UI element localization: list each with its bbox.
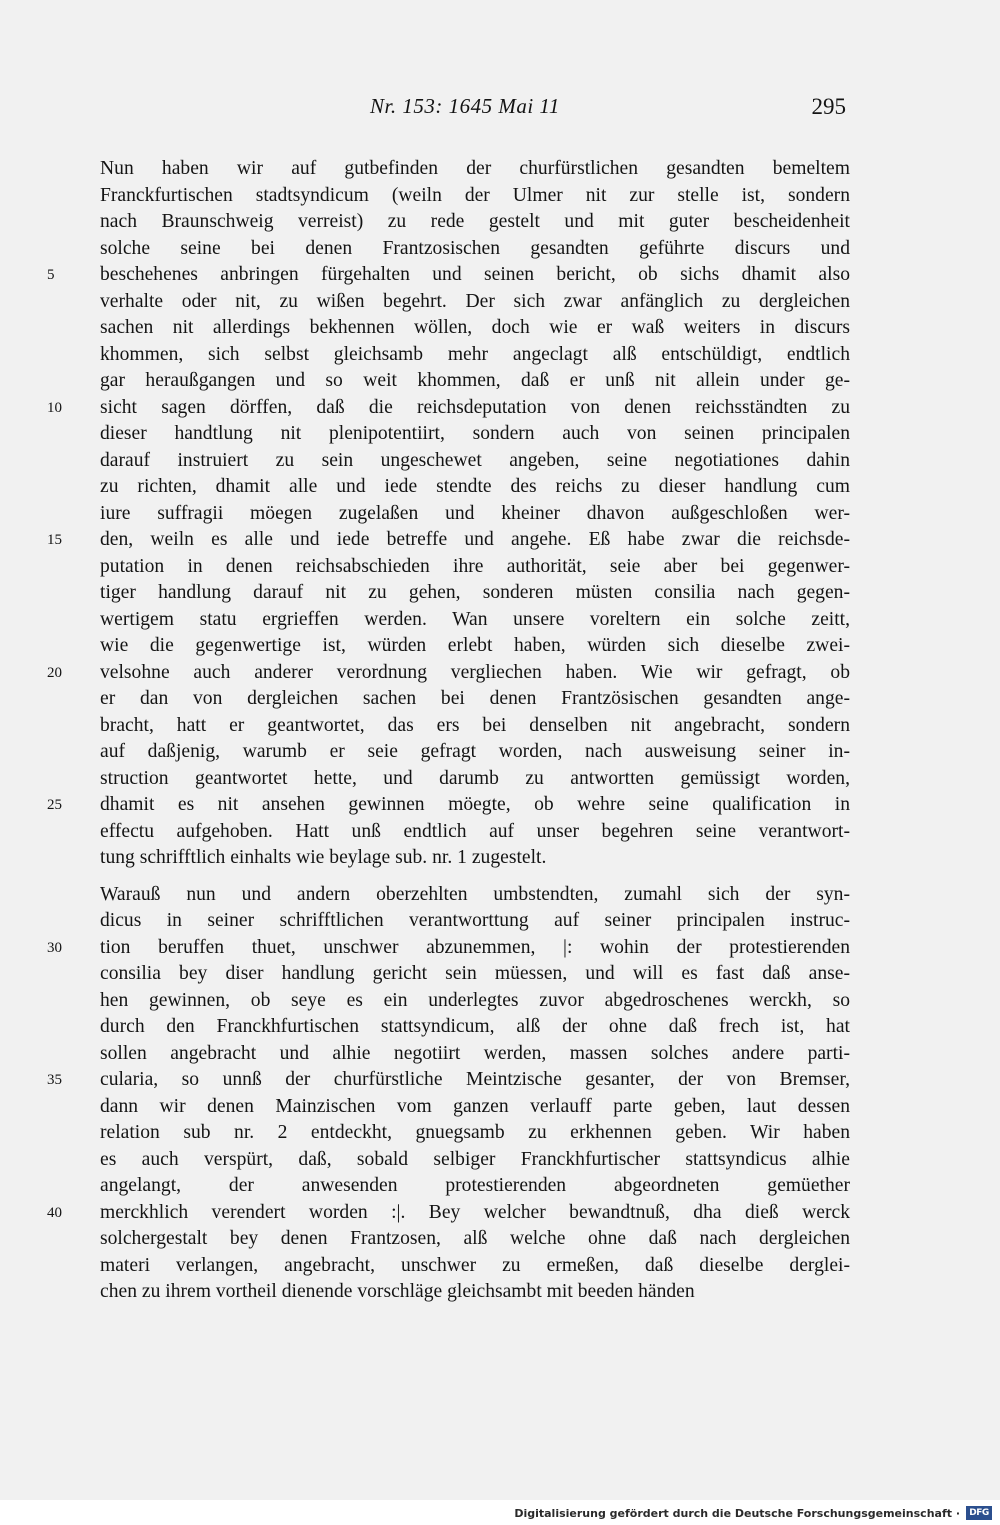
line-text: er dan von dergleichen sachen bei denen Frantzösischen gesandten ange-	[100, 688, 850, 709]
text-line	[100, 961, 850, 988]
line-number: 25	[47, 797, 62, 813]
line-number: 30	[47, 939, 62, 956]
text-line	[100, 607, 850, 634]
text-line	[100, 1014, 850, 1041]
text-line	[100, 988, 850, 1015]
line-text: Warauß nun und andern oberzehlten umbstendten, zumahl sich der syn-	[100, 883, 850, 905]
text-line	[100, 739, 850, 766]
line-text: khommen, sich selbst gleichsamb mehr angeclagt alß entschüldigt, endtlich	[100, 343, 850, 365]
line-text: bracht, hatt er geantwortet, das ers bei denselben nit angebracht, sondern	[100, 714, 850, 736]
line-text: solche seine bei denen Frantzosischen gesandten geführte discurs und	[100, 237, 850, 259]
line-text: dann wir denen Mainzischen vom ganzen verlauff parte geben, laut dessen	[100, 1095, 850, 1117]
line-text: Nun haben wir auf gutbefinden der churfürstlichen gesandten bemeltem	[100, 158, 850, 179]
line-text: solchergestalt bey denen Frantzosen, alß welche ohne daß nach dergleichen	[100, 1228, 850, 1249]
line-text: verhalte oder nit, zu wißen begehrt. Der sich zwar anfänglich zu dergleichen	[100, 290, 850, 312]
body-text	[47, 156, 850, 1306]
paragraph	[47, 882, 850, 1306]
line-text: es auch verspürt, daß, sobald selbiger Franckhfurtischer stattsyndicus alhie	[100, 1148, 850, 1170]
text-line	[100, 766, 850, 793]
text-line	[100, 289, 850, 316]
line-text: angelangt, der anwesenden protestierenden abgeordneten gemüether	[100, 1175, 850, 1196]
text-line	[100, 236, 850, 263]
text-line	[100, 315, 850, 342]
line-text: nach Braunschweig verreist) zu rede gestelt und mit guter bescheidenheit	[100, 211, 850, 232]
text-line	[47, 395, 850, 422]
text-line	[100, 819, 850, 846]
line-number: 10	[47, 399, 62, 416]
text-line	[100, 713, 850, 740]
text-line	[100, 1147, 850, 1174]
text-line	[100, 474, 850, 501]
line-text: zu richten, dhamit alle und iede stendte des reichs zu dieser handlung cum	[100, 476, 850, 497]
line-text: consilia bey diser handlung gericht sein müessen, und will es fast daß anse-	[100, 963, 850, 984]
text-line	[100, 1120, 850, 1147]
line-text: den, weiln es alle und iede betreffe und angehe. Eß habe zwar die reichsde-	[100, 529, 850, 550]
line-text: cularia, so unnß der churfürstliche Meintzische gesanter, der von Bremser,	[100, 1069, 850, 1090]
line-text: materi verlangen, angebracht, unschwer zu ermeßen, daß dieselbe derglei-	[100, 1254, 850, 1276]
text-line	[100, 183, 850, 210]
line-text: dieser handtlung nit plenipotentiirt, sondern auch von seinen principalen	[100, 423, 850, 444]
text-line	[100, 554, 850, 581]
line-text: wie die gegenwertige ist, würden erlebt haben, würden sich dieselbe zwei-	[100, 635, 850, 656]
text-line	[100, 1041, 850, 1068]
line-text: beschehenes anbringen fürgehalten und seinen bericht, ob sichs dhamit also	[100, 264, 850, 285]
line-text: tiger handlung darauf nit zu gehen, sonderen müsten consilia nach gegen-	[100, 582, 850, 603]
text-line	[100, 421, 850, 448]
text-line	[100, 209, 850, 236]
line-text: dicus in seiner schrifftlichen verantworttung auf seiner principalen instruc-	[100, 910, 850, 931]
line-text: gar heraußgangen und so weit khommen, daß er unß nit allein under ge-	[100, 370, 850, 391]
line-text: hen gewinnen, ob seye es ein underlegtes zuvor abgedroschenes werckh, so	[100, 989, 850, 1011]
text-line	[47, 1067, 850, 1094]
line-text: velsohne auch anderer verordnung vergliechen haben. Wie wir gefragt, ob	[100, 661, 850, 683]
running-head: Nr. 153: 1645 Mai 11	[370, 94, 560, 118]
dfg-logo-icon: DFG	[966, 1506, 992, 1520]
text-line	[100, 633, 850, 660]
text-line	[100, 1279, 850, 1306]
line-text: sachen nit allerdings bekhennen wöllen, doch wie er waß weiters in discurs	[100, 317, 850, 338]
line-number: 35	[47, 1072, 62, 1088]
text-line	[100, 1253, 850, 1280]
text-line	[100, 501, 850, 528]
line-text: sollen angebracht und alhie negotiirt werden, massen solches andere parti-	[100, 1042, 850, 1064]
line-text: relation sub nr. 2 entdeckht, gnuegsamb zu erkhennen geben. Wir haben	[100, 1122, 850, 1143]
line-number: 20	[47, 664, 62, 681]
text-line	[100, 845, 850, 872]
line-text: dhamit es nit ansehen gewinnen möegte, ob wehre seine qualification in	[100, 794, 850, 815]
text-line	[100, 580, 850, 607]
line-text: putation in denen reichsabschieden ihre authorität, seie aber bei gegenwer-	[100, 555, 850, 577]
text-line	[100, 448, 850, 475]
line-text: Franckfurtischen stadtsyndicum (weiln der Ulmer nit zur stelle ist, sondern	[100, 184, 850, 206]
paragraph	[47, 156, 850, 872]
text-line	[100, 1094, 850, 1121]
line-text: wertigem statu ergrieffen werden. Wan unsere voreltern ein solche zeitt,	[100, 608, 850, 630]
line-text: durch den Franckhfurtischen stattsyndicum, alß der ohne daß frech ist, hat	[100, 1016, 850, 1037]
text-line	[100, 1226, 850, 1253]
line-number: 15	[47, 532, 62, 548]
text-line	[47, 660, 850, 687]
text-line	[47, 792, 850, 819]
line-text: struction geantwortet hette, und darumb zu antwortten gemüssigt worden,	[100, 767, 850, 789]
text-line	[47, 1200, 850, 1227]
line-text: effectu aufgehoben. Hatt unß endtlich auf unser begehren seine verantwort-	[100, 820, 850, 842]
line-number: 5	[47, 267, 55, 283]
text-line	[100, 368, 850, 395]
line-text: tung schrifftlich einhalts wie beylage sub. nr. 1 zugestelt.	[100, 847, 547, 868]
text-line	[100, 882, 850, 909]
line-number: 40	[47, 1204, 62, 1221]
line-text: merckhlich verendert worden :|. Bey welcher bewandtnuß, dha dieß werck	[100, 1201, 850, 1223]
text-line	[100, 342, 850, 369]
line-text: iure suffragii möegen zugelaßen und kheiner dhavon außgeschloßen wer-	[100, 502, 850, 524]
line-text: darauf instruiert zu sein ungeschewet angeben, seine negotiationes dahin	[100, 449, 850, 471]
text-line	[100, 156, 850, 183]
text-line	[47, 527, 850, 554]
text-line	[100, 908, 850, 935]
line-text: chen zu ihrem vortheil dienende vorschläge gleichsambt mit beeden händen	[100, 1281, 695, 1302]
footer-band	[0, 1500, 1000, 1525]
line-text: sicht sagen dörffen, daß die reichsdeputation von denen reichsständten zu	[100, 396, 850, 418]
page-number: 295	[811, 94, 846, 119]
funding-credit: Digitalisierung gefördert durch die Deutsche Forschungsgemeinschaft ·	[514, 1507, 960, 1520]
text-line	[47, 262, 850, 289]
line-text: tion beruffen thuet, unschwer abzunemmen, |: wohin der protestierenden	[100, 936, 850, 958]
text-line	[47, 935, 850, 962]
text-line	[100, 1173, 850, 1200]
line-text: auf daßjenig, warumb er seie gefragt worden, nach ausweisung seiner in-	[100, 741, 850, 762]
text-line	[100, 686, 850, 713]
